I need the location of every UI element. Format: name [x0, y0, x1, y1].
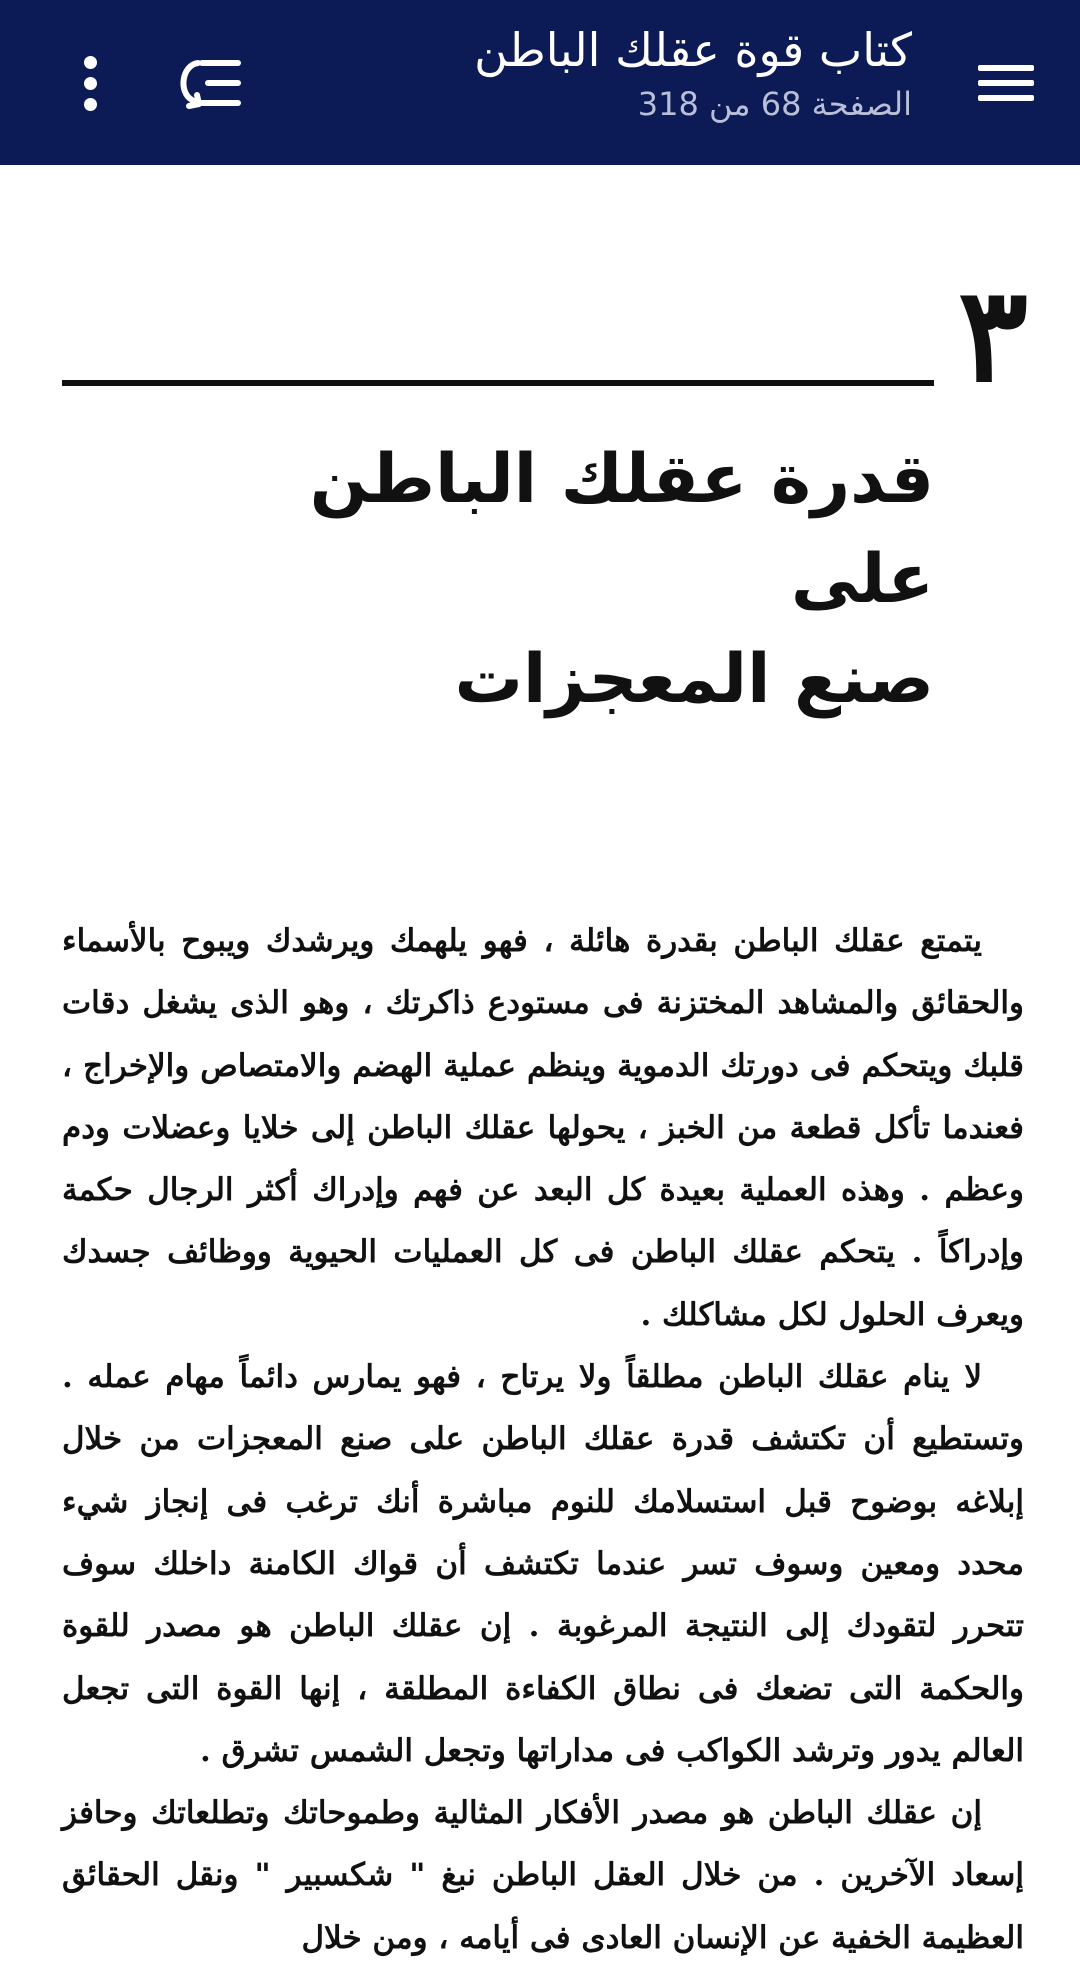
chapter-title-line: صنع المعجزات: [454, 640, 934, 719]
menu-line: [978, 65, 1034, 71]
chapter-body: [62, 910, 1024, 1969]
book-page: [0, 165, 1080, 1983]
menu-line: [978, 95, 1034, 101]
more-vertical-icon[interactable]: [72, 48, 108, 118]
hamburger-menu-icon[interactable]: [970, 52, 1042, 114]
dot: [84, 56, 97, 69]
dot: [84, 98, 97, 111]
book-title: كتاب قوة عقلك الباطن: [474, 23, 912, 77]
paragraph: يتمتع عقلك الباطن بقدرة هائلة ، فهو يلهمك ويرشدك ويبوح بالأسماء والحقائق والمشاهد المختزنة فى مستودع ذاكرتك ، وهو الذى يشغل دقات قلبك ويتحكم فى دورتك الدموية وينظم عملية الهضم والامتصاص والإخراج ، فعندما تأكل قطعة من الخبز ، يحولها عقلك الباطن إلى خلايا وعضلات ودم وعظم . وهذه العملية بعيدة كل البعد عن فهم وإدراك أكثر الرجال حكمة وإدراكاً . يتحكم عقلك الباطن فى كل العمليات الحيوية ووظائف جسدك ويعرف الحلول لكل مشاكلك .: [62, 923, 1024, 1333]
chapter-number: ٣: [958, 258, 1028, 411]
menu-line: [978, 80, 1034, 86]
chapter-title-line: قدرة عقلك الباطن على: [309, 440, 934, 619]
chapter-title: [194, 430, 934, 730]
app-bar: [0, 0, 1080, 165]
chapter-divider: [62, 380, 934, 386]
paragraph: إن عقلك الباطن هو مصدر الأفكار المثالية وطموحاتك وتطلعاتك وحافز إسعاد الآخرين . من خلال العقل الباطن نبغ " شكسبير " ونقل الحقائق العظيمة الخفية عن الإنسان العادى فى أيامه ، ومن خلال: [62, 1795, 1024, 1956]
table-of-contents-icon[interactable]: [172, 50, 246, 116]
page-indicator: الصفحة 68 من 318: [637, 85, 912, 123]
title-block: [392, 20, 912, 128]
paragraph: لا ينام عقلك الباطن مطلقاً ولا يرتاح ، فهو يمارس دائماً مهام عمله . وتستطيع أن تكتشف قدرة عقلك الباطن على صنع المعجزات من خلال إبلاغه بوضوح قبل استسلامك للنوم مباشرة أنك ترغب فى إنجاز شيء محدد ومعين وسوف تسر عندما تكتشف أن قواك الكامنة داخلك سوف تتحرر لتقودك إلى النتيجة المرغوبة . إن عقلك الباطن هو مصدر للقوة والحكمة التى تضعك فى نطاق الكفاءة المطلقة ، إنها القوة التى تجعل العالم يدور وترشد الكواكب فى مداراتها وتجعل الشمس تشرق .: [62, 1359, 1024, 1769]
dot: [84, 77, 97, 90]
